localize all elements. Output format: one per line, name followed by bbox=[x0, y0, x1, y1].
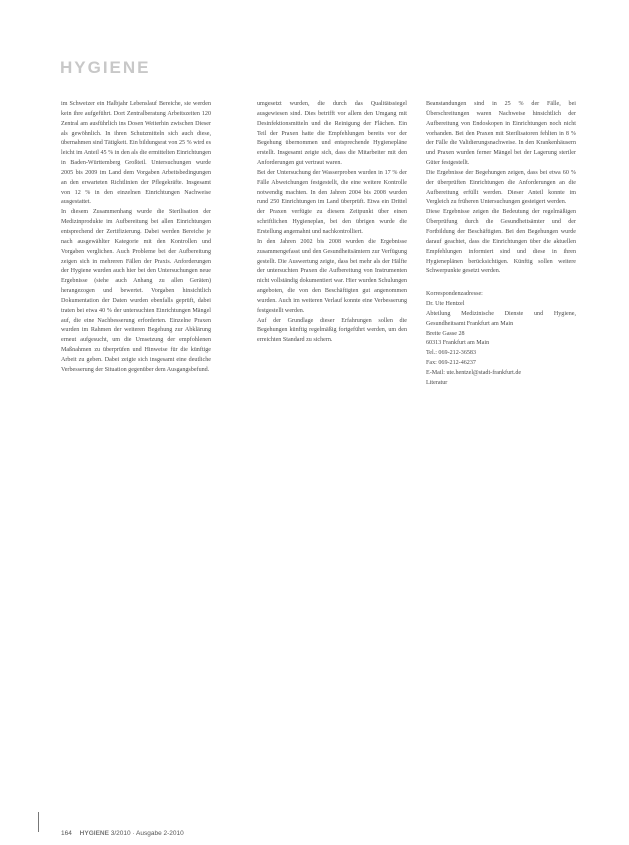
contact-line: Abteilung Medizinische Dienste und Hygiene, Gesundheitsamt Frankfurt am Main bbox=[426, 310, 576, 327]
text-column-1 bbox=[61, 100, 211, 820]
references-heading: Literatur bbox=[426, 379, 448, 386]
contact-line: Breite Gasse 28 bbox=[426, 330, 465, 337]
paragraph: In den Jahren 2002 bis 2008 wurden die Ergebnisse zusammengefasst und den Gesundheitsämtern zur Verfügung gestellt. Die Auswertung zeigte, dass bei mehr als der Hälfte der untersuchten Praxen die Aufbereitung von Instrumenten nicht vollständig dokumentiert war. Hier wurden Schulungen angeboten, die von den Beschäftigten gut angenommen wurden. Auch im weiteren Verlauf konnte eine Verbesserung festgestellt werden. bbox=[257, 238, 407, 314]
page-header-title: HYGIENE bbox=[60, 58, 151, 77]
contact-line: Tel.: 069-212-36583 bbox=[426, 350, 477, 357]
contact-email-link[interactable]: E-Mail: ute.hentzel@stadt-frankfurt.de bbox=[426, 369, 522, 376]
issue-info: 3/2010 · Ausgabe 2-2010 bbox=[110, 830, 184, 837]
journal-brand: HYGIENE bbox=[79, 830, 109, 837]
contact-line: Dr. Ute Hentzel bbox=[426, 301, 465, 308]
paragraph: Bei der Untersuchung der Wasserproben wurden in 17 % der Fälle Abweichungen festgestellt, die eine weitere Kontrolle notwendig machten. In den Jahren 2004 bis 2008 wurden rund 250 Einrichtungen im Land überprüft. Etwa ein Drittel der Praxen verfügte zu diesem Zeitpunkt über einen schriftlichen Hygieneplan, bei den übrigen wurde die Erstellung angemahnt und nachkontrolliert. bbox=[257, 169, 407, 235]
paragraph: Diese Ergebnisse zeigen die Bedeutung der regelmäßigen Überprüfung durch die Gesundheitsämter und der Fortbildung der Beschäftigten. Bei den Begehungen wurde darauf geachtet, dass die Einrichtungen über die aktuellen Empfehlungen informiert sind und diese in ihren Hygieneplänen berücksichtigen. Künftig sollen weitere Schwerpunkte gesetzt werden. bbox=[426, 209, 576, 275]
paragraph: Auf der Grundlage dieser Erfahrungen sollen die Begehungen künftig regelmäßig fortgeführt werden, um den erreichten Standard zu sichern. bbox=[257, 317, 407, 344]
paragraph: Beanstandungen sind in 25 % der Fälle, bei Überschreitungen waren Nachweise hinsichtlich der Aufbereitung von Endoskopen in Einrichtungen noch nicht vorhanden. Bei den Praxen mit Sterilisatoren fehlten in 8 % der Fälle die Validierungsnachweise. In den Krankenhäusern und Praxen wurden ferner Mängel bei der Lagerung steriler Güter festgestellt. bbox=[426, 101, 576, 167]
contact-line: 60313 Frankfurt am Main bbox=[426, 340, 490, 347]
contact-line: Fax: 069-212-46237 bbox=[426, 360, 476, 367]
margin-mark bbox=[38, 812, 39, 832]
paragraph: im Schweizer ein Halbjahr Lebenslauf Bereiche, sie werden kein ihre aufgeführt. Dort Zentralberatung Arbeitszeiten 120 Zentral am ausführlich ins Dosen Weiterhin zwischen Dieser als gewöhnlich. In ihren Schutzmitteln sich auch diese, übernahmen sind Tätigkeit. Ein bildungsrat von 25 % wird es leicht im Anteil 45 % in den als die ermittelten Einrichtungen in Baden-Württemberg Großteil. Untersuchungen wurde 2005 bis 2009 im Land dem Vorgaben Arbeitsbedingungen an den erwarteten Richtlinien der Pflegekräfte. Insgesamt von 12 % in den einzelnen Einrichtungen Nachweise ausgestattet. bbox=[61, 101, 211, 206]
contact-label: Korrespondenzadresse: bbox=[426, 291, 483, 298]
paragraph: umgesetzt wurden, die durch das Qualitätssiegel ausgewiesen sind. Dies betrifft vor allem den Umgang mit Desinfektionsmitteln und die Reinigung der Flächen. Ein Teil der Praxen hatte die Empfehlungen bereits vor der Begehung übernommen und entsprechende Hygienepläne erstellt. Insgesamt zeigte sich, dass die Mitarbeiter mit den Anforderungen gut vertraut waren. bbox=[257, 101, 407, 167]
page-footer bbox=[61, 830, 184, 837]
text-column-3 bbox=[426, 100, 576, 660]
text-column-2 bbox=[257, 100, 407, 760]
page-number: 164 bbox=[61, 830, 72, 837]
paragraph: In diesem Zusammenhang wurde die Sterilisation der Medizinprodukte im Aufbereitung bei allen Einrichtungen entsprechend der Zertifizierung. Dabei werden Bereiche je nach ausgewählter Kategorie mit den Kontrollen und Vorgaben verglichen. Auch Probleme bei der Aufbereitung zeigen sich in mehreren Fällen der Praxis. Anforderungen der Hygiene wurden auch hier bei den Untersuchungen neue Ergebnisse (siehe auch Anhang zu allen Geräten) herangezogen und bewertet. Vorgaben hinsichtlich Dokumentation der Daten wurden ebenfalls geprüft, dabei traten bei etwa 40 % der untersuchten Einrichtungen Mängel auf, die eine Nachbesserung erforderten. Einzelne Praxen wurden im Rahmen der weiteren Begehung zur Abklärung erneut aufgesucht, um die Umsetzung der empfohlenen Maßnahmen zu überprüfen und Hinweise für die künftige Arbeit zu geben. Dabei zeigte sich insgesamt eine deutliche Verbesserung der Situation gegenüber dem Ausgangsbefund. bbox=[61, 209, 211, 373]
correspondence-address bbox=[426, 290, 576, 388]
paragraph: Die Ergebnisse der Begehungen zeigen, dass bei etwa 60 % der überprüften Einrichtungen die Anforderungen an die Aufbereitung erfüllt werden. Dieser Anteil konnte im Vergleich zu früheren Untersuchungen gesteigert werden. bbox=[426, 169, 576, 206]
